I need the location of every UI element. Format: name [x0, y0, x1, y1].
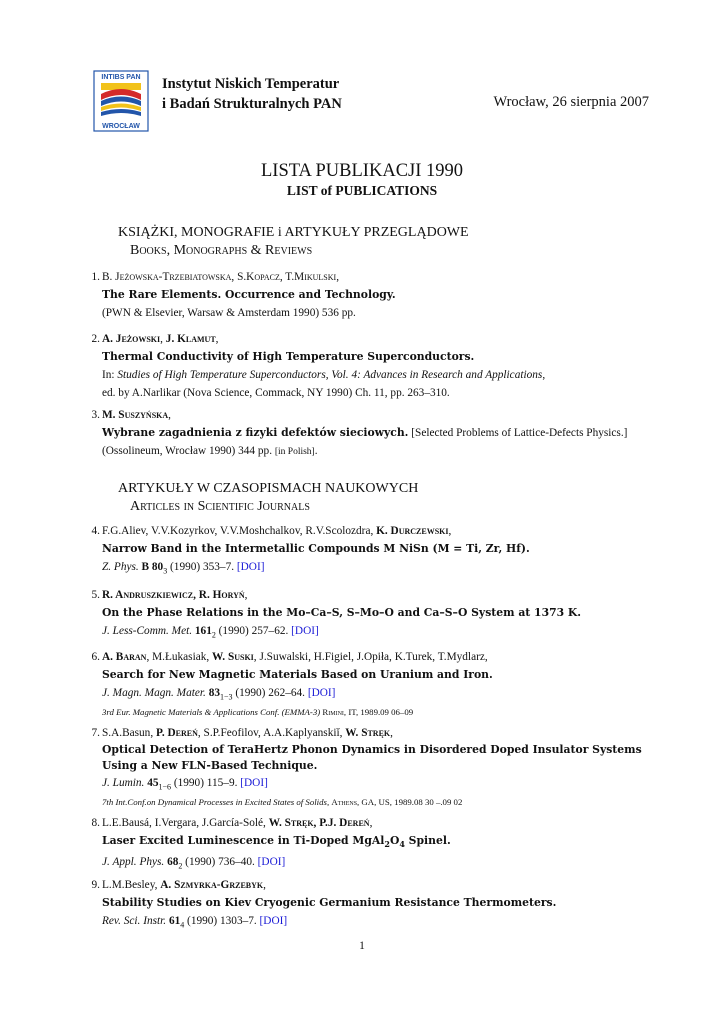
doi-link[interactable]: [DOI]: [257, 856, 286, 869]
entry-editor: ed. by A.Narlikar (Nova Science, Commack, NY 1990) Ch. 11, pp. 263–310.: [102, 387, 450, 399]
conference-name: 7th Int.Conf.on Dynamical Processes in Excited States of Solids,: [102, 797, 330, 808]
section-heading-pl: ARTYKUŁY W CZASOPISMACH NAUKOWYCH: [118, 481, 419, 496]
entry-author: M. Suszyńska: [102, 409, 169, 421]
entry-author: R. Andruszkiewicz, R. Horyń: [102, 589, 245, 601]
title-subscript: 2: [384, 839, 390, 850]
journal-pages: (1990) 1303–7.: [184, 915, 257, 927]
author-end: ,: [244, 589, 248, 601]
journal-pages: (1990) 257–62.: [215, 625, 289, 637]
entry-title: Thermal Conductivity of High Temperature Superconductors.: [102, 350, 475, 363]
institute-name: [162, 74, 342, 114]
doi-link[interactable]: [DOI]: [291, 625, 319, 637]
title-part: Spinel.: [404, 834, 451, 847]
conference-place: Rimini: [322, 707, 344, 718]
journal-name: J. Lumin.: [102, 777, 145, 789]
author-end: ,: [263, 879, 266, 891]
entry-title: Narrow Band in the Intermetallic Compounds M NiSn (M = Ti, Zr, Hf).: [102, 542, 530, 555]
doi-link[interactable]: [DOI]: [240, 777, 268, 789]
page-title: LISTA PUBLIKACJI 1990: [260, 161, 464, 181]
author-end: ,: [168, 409, 171, 421]
journal-issue: 3: [163, 566, 168, 576]
entry-authors: F.G.Aliev, V.V.Kozyrkov, V.V.Moshchalkov, R.V.Scolozdra,: [102, 525, 377, 537]
journal-issue: 4: [180, 920, 185, 930]
entry-title: On the Phase Relations in the Mo–Ca–S, S–Mo–O and Ca–S–O System at 1373 K.: [102, 606, 582, 619]
entry-number: 8.: [91, 817, 100, 829]
svg-text:INTIBS PAN: INTIBS PAN: [101, 74, 141, 81]
conference-name: 3rd Eur. Magnetic Materials & Applications Conf. (EMMA-3): [102, 707, 321, 718]
entry-author: W. Stręk, P.J. Dereń: [268, 817, 370, 829]
entry-author: P. Dereń: [155, 727, 198, 739]
document-date: Wrocław, 26 sierpnia 2007: [493, 94, 649, 110]
title-part: O: [389, 834, 400, 847]
institute-line-2: i Badań Strukturalnych PAN: [162, 96, 342, 112]
entry-authors: S.A.Basun,: [102, 727, 156, 739]
institute-line-1: Instytut Niskich Temperatur: [162, 76, 340, 92]
journal-volume: 83: [208, 687, 220, 699]
doi-link[interactable]: [DOI]: [307, 687, 336, 699]
entry-number: 2.: [91, 333, 100, 345]
section-heading-articles: [118, 480, 418, 516]
journal-name: Rev. Sci. Instr.: [102, 915, 167, 927]
entry-author: J. Klamut: [165, 333, 216, 345]
entry-author: A. Baran: [102, 651, 147, 663]
entry-authors: B. Jeżowska-Trzebiatowska, S.Kopacz, T.Mikulski,: [102, 271, 340, 283]
journal-pages: (1990) 353–7.: [167, 561, 235, 573]
author-separator: ,: [160, 333, 166, 345]
entry-authors: L.M.Besley,: [102, 879, 161, 891]
entry-author: A. Jeżowski: [102, 333, 161, 345]
title-part: Laser Excited Luminescence in Ti-Doped MgAl: [102, 834, 385, 847]
journal-name: J. Magn. Magn. Mater.: [102, 687, 206, 699]
conference-place: Athens: [331, 797, 358, 808]
section-heading-books: [118, 224, 469, 260]
entry-author: W. Suski: [212, 651, 254, 663]
section-heading-pl: KSIĄŻKI, MONOGRAFIE i ARTYKUŁY PRZEGLĄDOWE: [118, 225, 469, 240]
journal-volume: 61: [168, 915, 181, 927]
journal-pages: (1990) 262–64.: [232, 687, 305, 699]
svg-text:WROCŁAW: WROCŁAW: [102, 123, 140, 130]
author-end: ,: [448, 525, 452, 537]
in-suffix: ,: [542, 369, 546, 381]
journal-issue: 1−3: [219, 692, 233, 702]
journal-volume: 45: [147, 777, 159, 789]
journal-name: Z. Phys.: [102, 561, 139, 573]
entry-number: 1.: [91, 271, 100, 283]
entry-authors: , J.Suwalski, H.Figiel, J.Opiła, K.Turek, T.Mydlarz,: [253, 651, 488, 663]
page-number: 1: [359, 940, 365, 952]
entry-publisher: (Ossolineum, Wrocław 1990) 344 pp.: [102, 445, 273, 457]
journal-issue: 1−6: [158, 782, 172, 792]
entry-number: 5.: [91, 589, 100, 601]
entry-number: 4.: [91, 525, 100, 537]
entry-title: Wybrane zagadnienia z fizyki defektów sieciowych.: [102, 426, 409, 439]
entry-publisher: (PWN & Elsevier, Warsaw & Amsterdam 1990) 536 pp.: [102, 307, 356, 319]
entry-number: 6.: [91, 651, 100, 663]
entry-authors: , S.P.Feofilov, A.A.Kaplyanskiĭ,: [197, 727, 346, 739]
entry-author: K. Durczewski: [376, 525, 449, 537]
entry-authors: , M.Łukasiak,: [146, 651, 213, 663]
author-end: ,: [215, 333, 219, 345]
author-end: ,: [369, 817, 373, 829]
journal-volume: B 80: [138, 561, 164, 573]
title-subscript: 4: [399, 839, 405, 850]
title-translation: [Selected Problems of Lattice-Defects Physics.]: [408, 427, 628, 439]
journal-pages: (1990) 115–9.: [171, 777, 238, 789]
author-end: ,: [390, 727, 393, 739]
entry-title: [102, 832, 662, 853]
entry-authors: L.E.Bausá, I.Vergara, J.García-Solé,: [102, 817, 269, 829]
entry-number: 7.: [91, 727, 100, 739]
journal-name: J. Appl. Phys.: [102, 856, 165, 869]
conference-date: , GA, US, 1989.08 30 –.09 02: [357, 797, 463, 808]
page-subtitle: LIST of PUBLICATIONS: [286, 183, 438, 198]
book-title: Studies of High Temperature Superconductors, Vol. 4: Advances in Research and Applications: [117, 369, 543, 381]
entry-title: Stability Studies on Kiev Cryogenic Germanium Resistance Thermometers.: [102, 896, 557, 909]
doi-link[interactable]: [DOI]: [259, 915, 288, 927]
entry-number: 3.: [91, 409, 100, 421]
in-prefix: In:: [102, 369, 118, 381]
journal-volume: 161: [194, 625, 212, 637]
doi-link[interactable]: [DOI]: [236, 561, 265, 573]
entry-language: [in Polish]: [274, 447, 315, 457]
journal-name: J. Less-Comm. Met.: [102, 625, 193, 637]
entry-author: W. Stręk: [345, 727, 391, 739]
journal-volume: 68: [167, 856, 179, 869]
lang-end: .: [314, 445, 318, 457]
entry-number: 9.: [91, 879, 100, 891]
entry-title: Optical Detection of TeraHertz Phonon Dynamics in Disordered Doped Insulator Systems: [102, 743, 642, 756]
section-heading-en: Books, Monographs & Reviews: [130, 243, 313, 258]
journal-pages: (1990) 736–40.: [182, 856, 255, 869]
intibs-logo-icon: [93, 70, 149, 132]
section-heading-en: Articles in Scientific Journals: [130, 499, 310, 514]
entry-title: The Rare Elements. Occurrence and Technology.: [102, 288, 396, 301]
conference-date: , IT, 1989.09 06–09: [343, 707, 414, 718]
entry-author: A. Szmyrka-Grzebyk: [160, 879, 264, 891]
entry-title: Search for New Magnetic Materials Based on Uranium and Iron.: [102, 668, 493, 681]
entry-title-cont: Using a New FLN-Based Technique.: [102, 759, 318, 772]
journal-issue: 2: [211, 630, 216, 640]
journal-issue: 2: [178, 861, 183, 871]
